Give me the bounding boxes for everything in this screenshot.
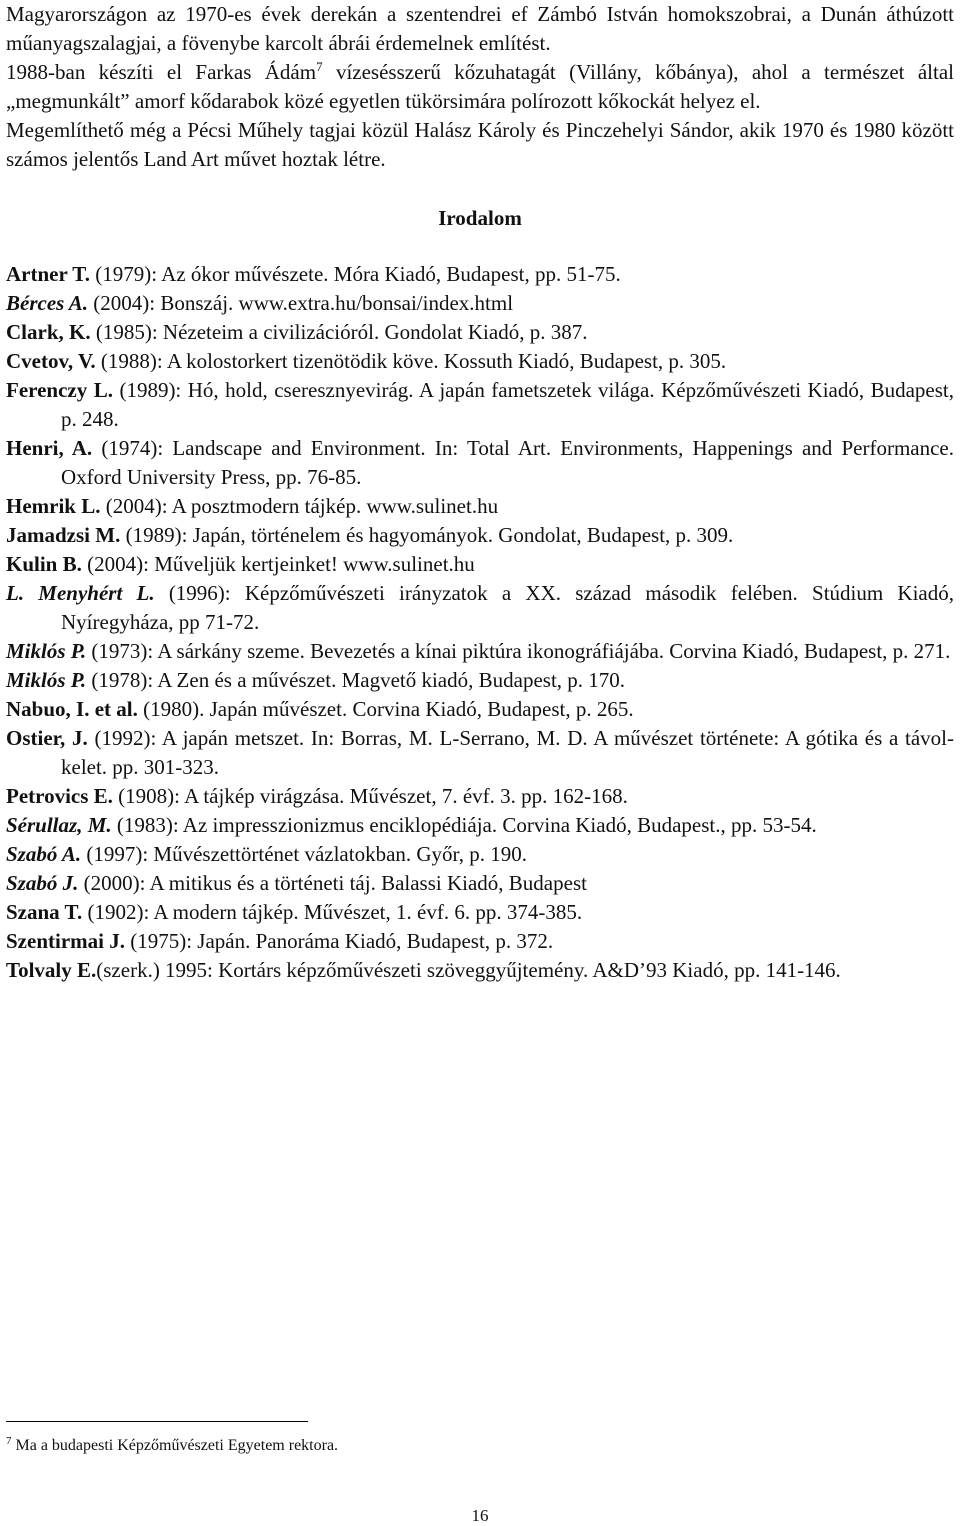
reference-author: Miklós P. [6,639,87,663]
reference-item [6,782,954,811]
reference-item [6,927,954,956]
reference-item [6,637,954,666]
reference-author: Hemrik L. [6,494,101,518]
reference-author: Ostier, J. [6,726,88,750]
reference-author: Jamadzsi M. [6,523,121,547]
reference-details: (2000): A mitikus és a történeti táj. Balassi Kiadó, Budapest [78,871,587,895]
reference-details: (2004): A posztmodern tájkép. www.sulinet.hu [100,494,499,518]
paragraph-3: Megemlíthető még a Pécsi Műhely tagjai közül Halász Károly és Pinczehelyi Sándor, akik 1970 és 1980 között számos jelentős Land Art művet hoztak létre. [6,118,954,171]
reference-item [6,811,954,840]
reference-item [6,666,954,695]
reference-author: Miklós P. [6,668,87,692]
reference-details: (1908): A tájkép virágzása. Művészet, 7. évf. 3. pp. 162-168. [112,784,628,808]
reference-item [6,898,954,927]
reference-details: (1973): A sárkány szeme. Bevezetés a kínai piktúra ikonográfiájába. Corvina Kiadó, Budapest, p. 271. [86,639,951,663]
reference-details: (szerk.) 1995: Kortárs képzőművészeti szöveggyűjtemény. A&D’93 Kiadó, pp. 141-146. [96,958,841,982]
reference-details: (1983): Az impresszionizmus enciklopédiája. Corvina Kiadó, Budapest., pp. 53-54. [111,813,817,837]
reference-author: Ferenczy L. [6,378,113,402]
reference-item [6,840,954,869]
footnote-mark: 7 [6,1435,12,1447]
reference-details: (1979): Az ókor művészete. Móra Kiadó, Budapest, pp. 51-75. [90,262,621,286]
page-number: 16 [471,1506,489,1525]
reference-item [6,695,954,724]
reference-author: Szabó J. [6,871,79,895]
reference-author: Artner T. [6,262,90,286]
reference-details: (1902): A modern tájkép. Művészet, 1. évf. 6. pp. 374-385. [82,900,583,924]
paragraph-1: Magyarországon az 1970-es évek derekán a szentendrei ef Zámbó István homokszobrai, a Dunán áthúzott műanyagszalagjai, a fövenybe karcolt ábrái érdemelnek említést. [6,2,954,55]
paragraph-2 [6,58,954,116]
reference-item [6,869,954,898]
reference-item [6,956,954,985]
reference-item [6,521,954,550]
reference-author: Clark, K. [6,320,91,344]
reference-author: Sérullaz, M. [6,813,112,837]
reference-item [6,492,954,521]
reference-item [6,579,954,637]
reference-author: Bérces A. [6,291,89,315]
reference-author: Szentirmai J. [6,929,125,953]
reference-author: Kulin B. [6,552,82,576]
reference-item [6,724,954,782]
reference-details: (1989): Hó, hold, cseresznyevirág. A japán fametszetek világa. Képzőművészeti Kiadó, Budapest, p. 248. [61,378,954,431]
reference-details: (1975): Japán. Panoráma Kiadó, Budapest, p. 372. [124,929,554,953]
reference-item [6,434,954,492]
reference-list [6,260,954,985]
footnote [6,1436,946,1456]
section-heading: Irodalom [438,206,522,230]
reference-item [6,376,954,434]
reference-details: (1980). Japán művészet. Corvina Kiadó, Budapest, p. 265. [137,697,634,721]
reference-author: Petrovics E. [6,784,113,808]
reference-details: (1989): Japán, történelem és hagyományok. Gondolat, Budapest, p. 309. [120,523,734,547]
reference-details: (2004): Bonszáj. www.extra.hu/bonsai/index.html [88,291,514,315]
reference-author: Henri, A. [6,436,93,460]
reference-details: (1978): A Zen és a művészet. Magvető kiadó, Budapest, p. 170. [86,668,626,692]
reference-author: Cvetov, V. [6,349,96,373]
reference-author: L. Menyhért L. [6,581,155,605]
reference-details: (1997): Művészettörténet vázlatokban. Győr, p. 190. [81,842,527,866]
reference-author: Nabuo, I. et al. [6,697,138,721]
paragraph-2-text-a: 1988-ban készíti el Farkas Ádám [6,60,317,84]
footnote-reference: 7 [316,59,323,74]
reference-author: Szana T. [6,900,83,924]
reference-author: Szabó A. [6,842,82,866]
reference-item [6,260,954,289]
reference-item [6,318,954,347]
reference-details: (1985): Nézeteim a civilizációról. Gondolat Kiadó, p. 387. [90,320,588,344]
reference-item [6,347,954,376]
reference-author: Tolvaly E. [6,958,97,982]
reference-item [6,550,954,579]
page-content [6,0,954,985]
reference-details: (1996): Képzőművészeti irányzatok a XX. század második felében. Stúdium Kiadó, Nyíregyháza, pp 71-72. [61,581,954,634]
footnote-divider [6,1421,308,1422]
body-text [6,0,954,174]
reference-details: (2004): Műveljük kertjeinket! www.sulinet.hu [81,552,475,576]
reference-details: (1988): A kolostorkert tizenötödik köve. Kossuth Kiadó, Budapest, p. 305. [95,349,727,373]
reference-details: (1974): Landscape and Environment. In: Total Art. Environments, Happenings and Performance. Oxford University Press, pp. 76-85. [61,436,954,489]
paragraph-2-text-b: vízesésszerű kőzuhatagát (Villány, kőbánya), ahol a természet által „megmunkált” amorf kődarabok közé egyetlen tükörsimára polírozott kőkockát helyez el. [6,60,955,113]
footnote-text: Ma a budapesti Képzőművészeti Egyetem rektora. [11,1437,339,1454]
reference-item [6,289,954,318]
reference-details: (1992): A japán metszet. In: Borras, M. L-Serrano, M. D. A művészet története: A gótika és a távol-kelet. pp. 301-323. [61,726,954,779]
